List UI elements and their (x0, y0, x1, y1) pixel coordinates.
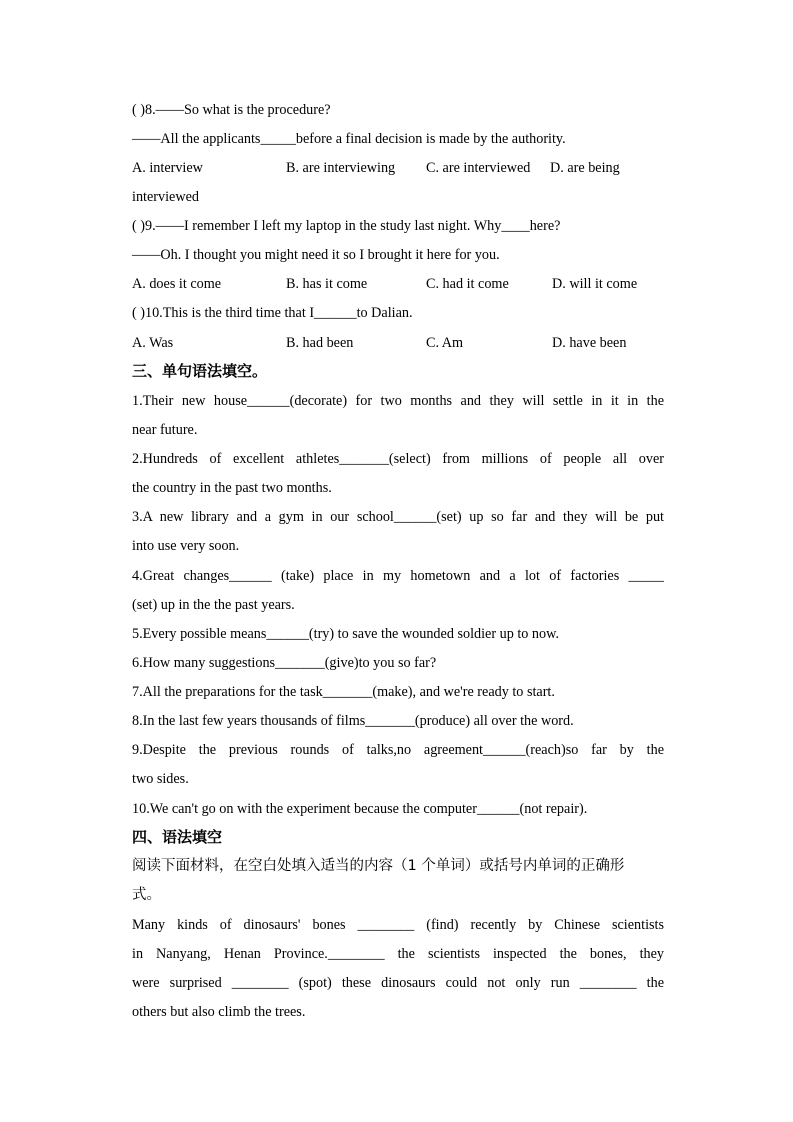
question-8-option-a: A. interview (132, 160, 203, 176)
question-8-option-c: C. are interviewed (426, 160, 531, 176)
question-9-option-a: A. does it come (132, 276, 222, 292)
question-10-option-a: A. Was (132, 335, 174, 351)
question-9-stem: ( )9.——I remember I left my laptop in the study last night. Why____here? (132, 218, 561, 234)
section-3-item-1-continued: near future. (132, 422, 198, 438)
section-3-item-9-continued: two sides. (132, 771, 189, 787)
section-3-item-10: 10.We can't go on with the experiment because the computer______(not repair). (132, 801, 588, 817)
section-3-heading: 三、单句语法填空。 (132, 362, 268, 380)
passage-line-2: in Nanyang, Henan Province.________ the scientists inspected the bones, they (132, 946, 664, 962)
question-8-reply: ——All the applicants_____before a final decision is made by the authority. (132, 131, 566, 147)
passage-line-3: were surprised ________ (spot) these dinosaurs could not only run ________ the (132, 975, 664, 991)
section-3-item-6: 6.How many suggestions_______(give)to you so far? (132, 655, 437, 671)
question-9-option-c: C. had it come (426, 276, 509, 292)
section-4-instruction: 阅读下面材料，在空白处填入适当的内容（1 个单词）或括号内单词的正确形 (132, 858, 625, 874)
section-3-item-2-continued: the country in the past two months. (132, 480, 332, 496)
section-3-item-8: 8.In the last few years thousands of films_______(produce) all over the word. (132, 713, 574, 729)
section-3-item-7: 7.All the preparations for the task_______(make), and we're ready to start. (132, 684, 555, 700)
section-3-item-4: 4.Great changes______ (take) place in my hometown and a lot of factories _____ (132, 568, 664, 584)
section-4-heading: 四、语法填空 (132, 828, 223, 846)
question-10-option-c: C. Am (426, 335, 464, 351)
question-10-option-b: B. had been (286, 335, 354, 351)
question-10-option-d: D. have been (552, 335, 627, 351)
section-3-item-3: 3.A new library and a gym in our school______(set) up so far and they will be put (132, 509, 664, 525)
question-8-option-d-continued: interviewed (132, 189, 199, 205)
section-3-item-2: 2.Hundreds of excellent athletes_______(select) from millions of people all over (132, 451, 664, 467)
section-3-item-1: 1.Their new house______(decorate) for two months and they will settle in it in the (132, 393, 664, 409)
question-9-option-b: B. has it come (286, 276, 368, 292)
question-9-reply: ——Oh. I thought you might need it so I brought it here for you. (132, 247, 500, 263)
question-10-stem: ( )10.This is the third time that I______to Dalian. (132, 305, 413, 321)
question-8-option-b: B. are interviewing (286, 160, 396, 176)
passage-line-1: Many kinds of dinosaurs' bones ________ (find) recently by Chinese scientists (132, 917, 664, 933)
section-3-item-5: 5.Every possible means______(try) to save the wounded soldier up to now. (132, 626, 559, 642)
section-3-item-4-continued: (set) up in the the past years. (132, 597, 295, 613)
question-8-option-d: D. are being (550, 160, 620, 176)
section-3-item-3-continued: into use very soon. (132, 538, 240, 554)
section-4-instruction-continued: 式。 (132, 887, 161, 903)
question-8-stem: ( )8.——So what is the procedure? (132, 102, 331, 118)
question-9-option-d: D. will it come (552, 276, 638, 292)
section-3-item-9: 9.Despite the previous rounds of talks,no agreement______(reach)so far by the (132, 742, 664, 758)
passage-line-4: others but also climb the trees. (132, 1004, 306, 1020)
